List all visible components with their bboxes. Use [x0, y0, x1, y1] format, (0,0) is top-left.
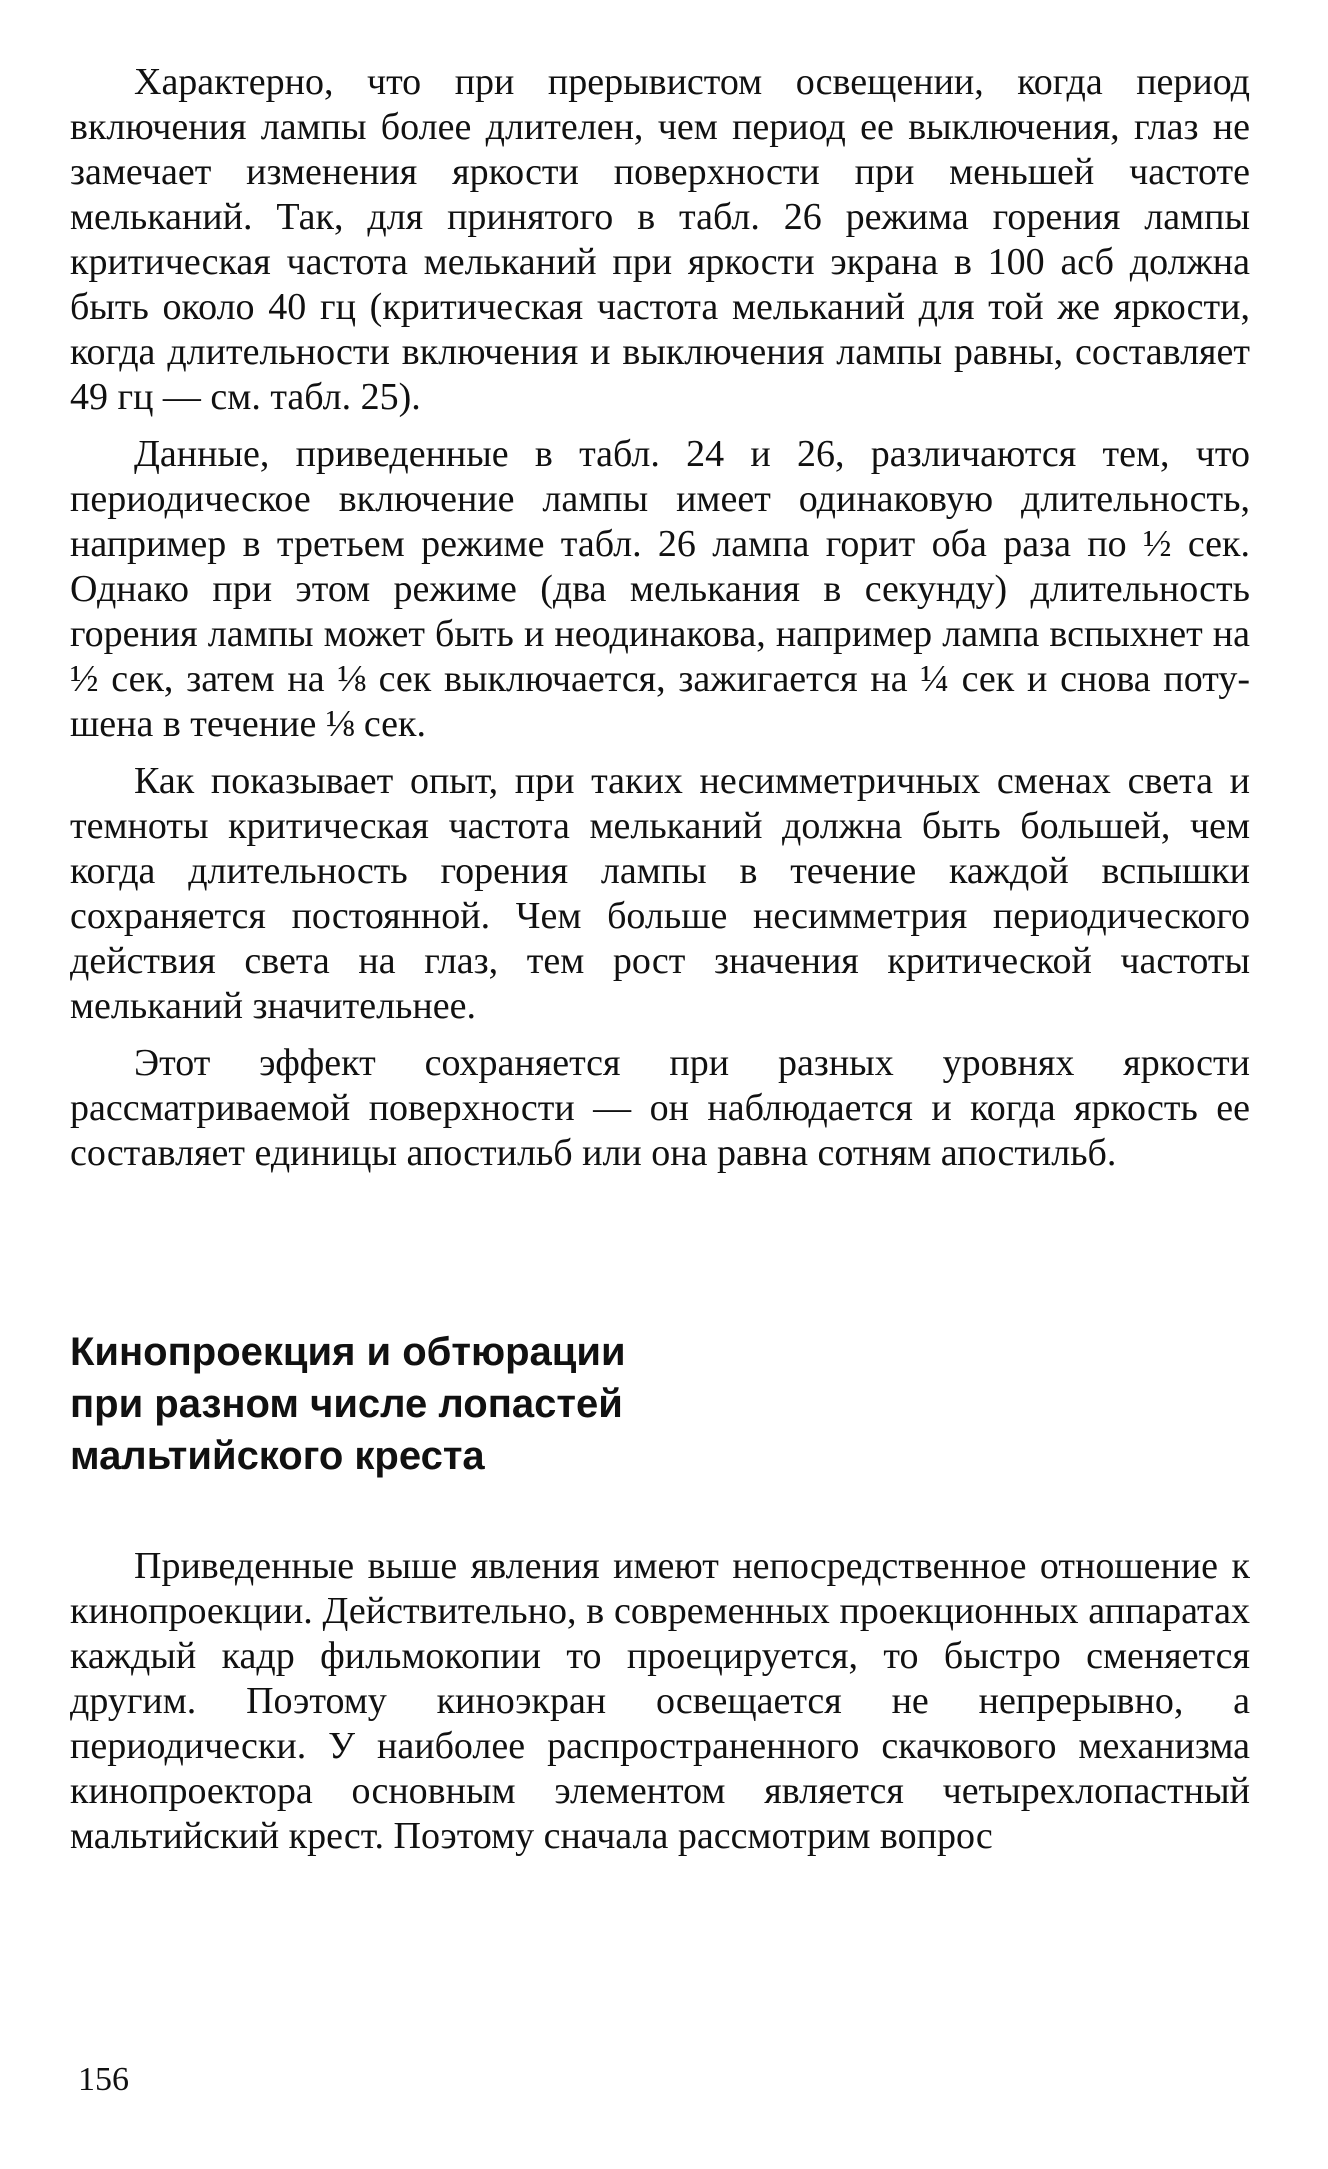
section-heading [70, 1326, 770, 1482]
section-heading-line-2: при разном числе лопастей [70, 1382, 623, 1426]
section-heading-line-1: Кинопроекция и обтюрации [70, 1330, 626, 1374]
paragraph-asymmetry-experience: Как показывает опыт, при таких несимметричных сменах света и темноты критическая частота мельканий должна быть большей, чем когда длительность горения лампы в течение каждой вспышки сохраняется постоянной. Чем больше несимметрия периодического действия света на глаз, тем рост значения критической частоты мельканий значительнее. [70, 760, 1250, 1027]
page-number: 156 [78, 2061, 129, 2098]
paragraph-projection-intro: Приведенные выше явления имеют непосредственное отношение к кинопроекции. Действительно, в современных проекционных аппаратах каждый кадр фильмокопии то проецируется, то быстро сменяется другим. Поэтому киноэкран освещается не непрерывно, а периодически. У наиболее распространенного скачкового механизма кинопроектора основным элементом является четырехлопастный мальтийский крест. Поэтому сначала рассмотрим вопрос [70, 1545, 1250, 1857]
paragraph-brightness-effect: Этот эффект сохраняется при разных уровнях яркости рассматриваемой поверхности — он наблюдается и когда яркость ее составляет единицы апостильб или она равна сотням апостильб. [70, 1042, 1250, 1174]
paragraph-flicker-perception: Характерно, что при прерывистом освещении, когда период включения лампы более длителен, чем период ее выключения, глаз не замечает изменения яркости поверхности при меньшей частоте мельканий. Так, для принятого в табл. 26 режима горения лампы критическая частота мельканий при яркости экрана в 100 асб должна быть около 40 гц (критическая частота мельканий для той же яркости, когда длительности включения и выключения лампы равны, составляет 49 гц — см. табл. 25). [70, 61, 1250, 418]
document-page [70, 60, 1250, 1871]
section-heading-line-3: мальтийского креста [70, 1434, 485, 1478]
paragraph-table-comparison: Данные, приведенные в табл. 24 и 26, различаются тем, что периодическое включение лампы имеет одинаковую длительность, например в третьем режиме табл. 26 лампа горит оба раза по ½ сек. Однако при этом режиме (два мелькания в секунду) длительность горения лампы может быть и неодинакова, например лампа вспыхнет на ½ сек, затем на ⅛ сек выключается, зажигается на ¼ сек и снова потушена в течение ⅛ сек. [70, 433, 1250, 745]
